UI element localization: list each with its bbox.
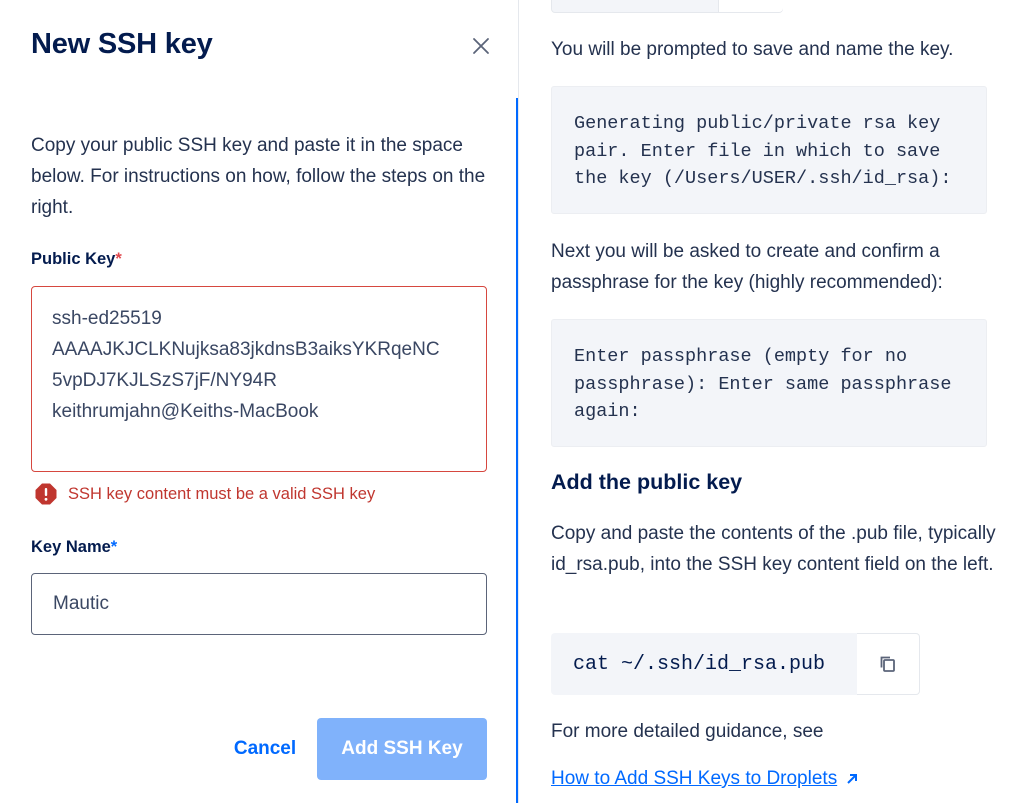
add-ssh-key-button[interactable]: Add SSH Key [317, 718, 487, 780]
key-name-label [31, 538, 117, 557]
public-key-label [31, 250, 122, 269]
external-link-icon [845, 772, 859, 786]
intro-text: Copy your public SSH key and paste it in the space below. For instructions on how, follow the steps on the right. [31, 135, 486, 218]
copy-button[interactable] [857, 633, 920, 695]
add-public-key-text: Copy and paste the contents of the .pub file, typically id_rsa.pub, into the SSH key content field on the left. [551, 523, 996, 575]
scroll-indicator [516, 98, 518, 803]
error-message: SSH key content must be a valid SSH key [68, 484, 376, 503]
key-name-label-text: Key Name [31, 538, 111, 556]
command-row [551, 633, 920, 695]
guidance-text: For more detailed guidance, see [551, 721, 824, 742]
add-public-key-heading: Add the public key [551, 470, 743, 494]
instructions-panel [519, 0, 1024, 803]
required-mark: * [115, 250, 122, 268]
command-code: cat ~/.ssh/id_rsa.pub [551, 633, 857, 695]
public-key-error [34, 482, 375, 506]
code-box-cutoff [551, 0, 783, 13]
cancel-button[interactable]: Cancel [233, 738, 297, 759]
public-key-textarea[interactable]: ssh-ed25519 AAAAJKJCLKNujksa83jkdnsB3aiksYKRqeNC 5vpDJ7KJLSzS7jF/NY94R keithrumjahn@Keiths-MacBook [31, 286, 487, 472]
key-name-input[interactable]: Mautic [31, 573, 487, 635]
droplets-guide-link[interactable] [551, 768, 859, 790]
passphrase-text: Next you will be asked to create and confirm a passphrase for the key (highly recommended): [551, 241, 943, 293]
public-key-label-text: Public Key [31, 250, 116, 268]
link-text: How to Add SSH Keys to Droplets [551, 768, 838, 789]
close-icon[interactable] [470, 35, 492, 57]
error-icon [34, 482, 58, 506]
modal-title: New SSH key [31, 28, 213, 60]
copy-button-cutoff [718, 0, 783, 12]
required-mark: * [110, 538, 118, 556]
save-prompt-text: You will be prompted to save and name the key. [551, 39, 954, 60]
passphrase-code-block: Enter passphrase (empty for no passphrase): Enter same passphrase again: [551, 319, 987, 447]
copy-icon [878, 654, 898, 674]
generate-code-block: Generating public/private rsa key pair. Enter file in which to save the key (/Users/USER/.ssh/id_rsa): [551, 86, 987, 214]
